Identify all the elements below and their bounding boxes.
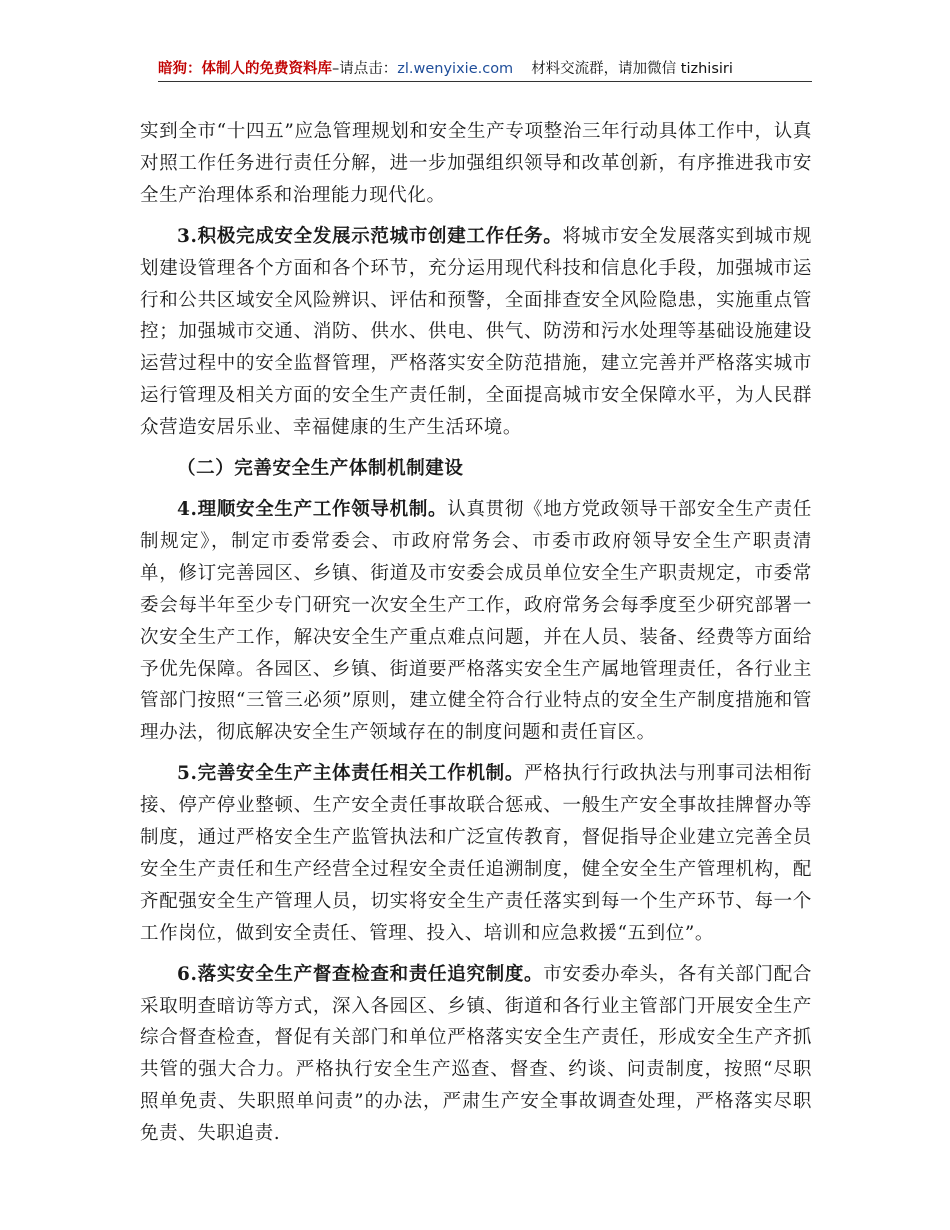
header-click-prompt: –请点击： bbox=[332, 61, 398, 77]
page-header bbox=[158, 58, 812, 80]
item-heading: 3.积极完成安全发展示范城市创建工作任务。 bbox=[177, 225, 563, 247]
paragraph-continuation bbox=[140, 116, 812, 212]
paragraph-text: 认真贯彻《地方党政领导干部安全生产责任制规定》，制定市委常委会、市政府常务会、市委市政府领导安全生产职责清单，修订完善园区、乡镇、街道及市安委会成员单位安全生产职责规定，市委常委会每半年至少专门研究一次安全生产工作，政府常务会每季度至少研究部署一次安全生产工作，解决安全生产重点难点问题，并在人员、装备、经费等方面给予优先保障。各园区、乡镇、街道要严格落实安全生产属地管理责任，各行业主管部门按照“三管三必须”原则，建立健全符合行业特点的安全生产制度措施和管理办法，彻底解决安全生产领域存在的制度问题和责任盲区。 bbox=[140, 498, 812, 744]
paragraph-item-5 bbox=[140, 758, 812, 949]
paragraph-text: 市安委办牵头，各有关部门配合采取明查暗访等方式，深入各园区、乡镇、街道和各行业主管部门开展安全生产综合督查检查，督促有关部门和单位严格落实安全生产责任，形成安全生产齐抓共管的强大合力。严格执行安全生产巡查、督查、约谈、问责制度，按照“尽职照单免责、失职照单问责”的办法，严肃生产安全事故调查处理，严格落实尽职免责、失职追责. bbox=[140, 963, 812, 1145]
header-group-note: 材料交流群，请加微信 tizhisiri bbox=[531, 61, 733, 77]
paragraph-text: 严格执行行政执法与刑事司法相衔接、停产停业整顿、生产安全责任事故联合惩戒、一般生产安全事故挂牌督办等制度，通过严格安全生产监管执法和广泛宣传教育，督促指导企业建立完善全员安全生产责任和生产经营全过程安全责任追溯制度，健全安全生产管理机构，配齐配强安全生产管理人员，切实将安全生产责任落实到每一个生产环节、每一个工作岗位，做到安全责任、管理、投入、培训和应急救援“五到位”。 bbox=[140, 763, 812, 944]
paragraph-text: 实到全市“十四五”应急管理规划和安全生产专项整治三年行动具体工作中，认真对照工作任务进行责任分解，进一步加强组织领导和改革创新，有序推进我市安全生产治理体系和治理能力现代化。 bbox=[140, 121, 812, 206]
header-url-link[interactable]: zl.wenyixie.com bbox=[397, 61, 514, 77]
item-heading: 4.理顺安全生产工作领导机制。 bbox=[177, 498, 448, 520]
item-heading: 5.完善安全生产主体责任相关工作机制。 bbox=[177, 763, 525, 785]
item-heading: 6.落实安全生产督查检查和责任追究制度。 bbox=[177, 963, 544, 985]
paragraph-text: 将城市安全发展落实到城市规划建设管理各个方面和各个环节，充分运用现代科技和信息化手段，加强城市运行和公共区域安全风险辨识、评估和预警，全面排查安全风险隐患，实施重点管控；加强城市交通、消防、供水、供电、供气、防涝和污水处理等基础设施建设运营过程中的安全监督管理，严格落实安全防范措施，建立完善并严格落实城市运行管理及相关方面的安全生产责任制，全面提高城市安全保障水平，为人民群众营造安居乐业、幸福健康的生产生活环境。 bbox=[140, 225, 812, 439]
section-heading: （二）完善安全生产体制机制建设 bbox=[177, 458, 464, 480]
paragraph-item-3 bbox=[140, 221, 812, 444]
header-divider bbox=[158, 81, 812, 82]
paragraph-item-4 bbox=[140, 494, 812, 749]
header-brand: 暗狗：体制人的免费资料库 bbox=[158, 61, 332, 77]
paragraph-item-6 bbox=[140, 959, 812, 1150]
section-heading-2 bbox=[140, 453, 812, 485]
document-body bbox=[140, 116, 812, 1150]
